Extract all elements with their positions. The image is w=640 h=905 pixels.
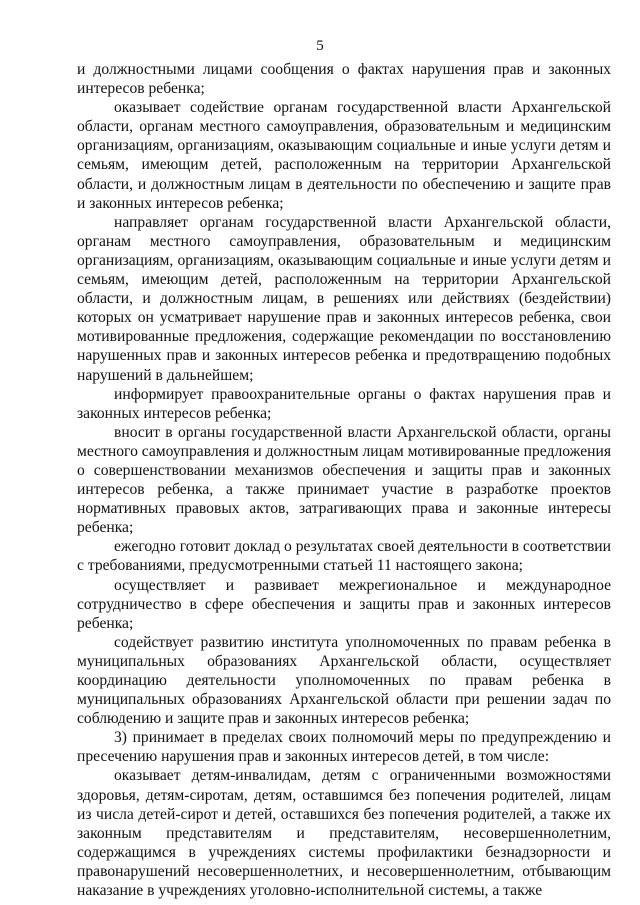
paragraph-assistance: оказывает содействие органам государственной власти Архангельской области, органам местного самоуправления, образовательным и медицинским организациям, организациям, оказывающим социальные и иные услуги детям и семьям, имеющим детей, расположенным на территории Архангельской области, и должностным лицам в деятельности по обеспечению и защите прав и законных интересов ребенка; [77,99,611,212]
paragraph-law-enforcement: информирует правоохранительные органы о фактах нарушения прав и законных интересов ребенка; [77,385,611,422]
paragraph-proposals: направляет органам государственной власти Архангельской области, органам местного самоуправления, образовательным и медицинским организациям, организациям, оказывающим социальные и иные услуги детям и семьям, имеющим детей, расположенным на территории Архангельской области, и должностным лицам, в решениях или действиях (бездействии) которых он усматривает нарушение прав и законных интересов ребенка, свои мотивированные предложения, содержащие рекомендации по восстановлению нарушенных прав и законных интересов ребенка и предотвращению подобных нарушений в дальнейшем; [77,213,611,384]
document-body [77,60,611,900]
paragraph-continuation: и должностными лицами сообщения о фактах нарушения прав и законных интересов ребенка; [77,61,611,98]
page-number: 5 [316,38,324,54]
paragraph-legal-aid: оказывает детям-инвалидам, детям с ограниченными возможностями здоровья, детям-сиротам, детям, оставшимся без попечения родителей, лицам из числа детей-сирот и детей, оставшихся без попечения родителей, а также их законным представителям и представителям, несовершеннолетним, содержащимся в учреждениях системы профилактики безнадзорности и правонарушений несовершеннолетних, и несовершеннолетним, отбывающим наказание в учреждениях уголовно-исполнительной системы, а также [77,767,611,900]
paragraph-item-3: 3) принимает в пределах своих полномочий меры по предупреждению и пресечению нарушения прав и законных интересов детей, в том числе: [77,729,611,766]
paragraph-legislative-proposals: вносит в органы государственной власти Архангельской области, органы местного самоуправления и должностным лицам мотивированные предложения о совершенствовании механизмов обеспечения и защиты прав и законных интересов ребенка, а также принимает участие в разработке проектов нормативных правовых актов, затрагивающих права и законные интересы ребенка; [77,423,612,537]
paragraph-cooperation: осуществляет и развивает межрегиональное и международное сотрудничество в сфере обеспечения и защиты прав и законных интересов ребенка; [77,576,611,632]
paragraph-annual-report: ежегодно готовит доклад о результатах своей деятельности в соответствии с требованиями, предусмотренными статьей 11 настоящего закона; [77,538,611,575]
paragraph-municipal-ombudsmen: содействует развитию института уполномоченных по правам ребенка в муниципальных образованиях Архангельской области, осуществляет координацию деятельности уполномоченных по правам ребенка в муниципальных образованиях Архангельской области при решении задач по соблюдению и защите прав и законных интересов ребенка; [77,633,611,728]
